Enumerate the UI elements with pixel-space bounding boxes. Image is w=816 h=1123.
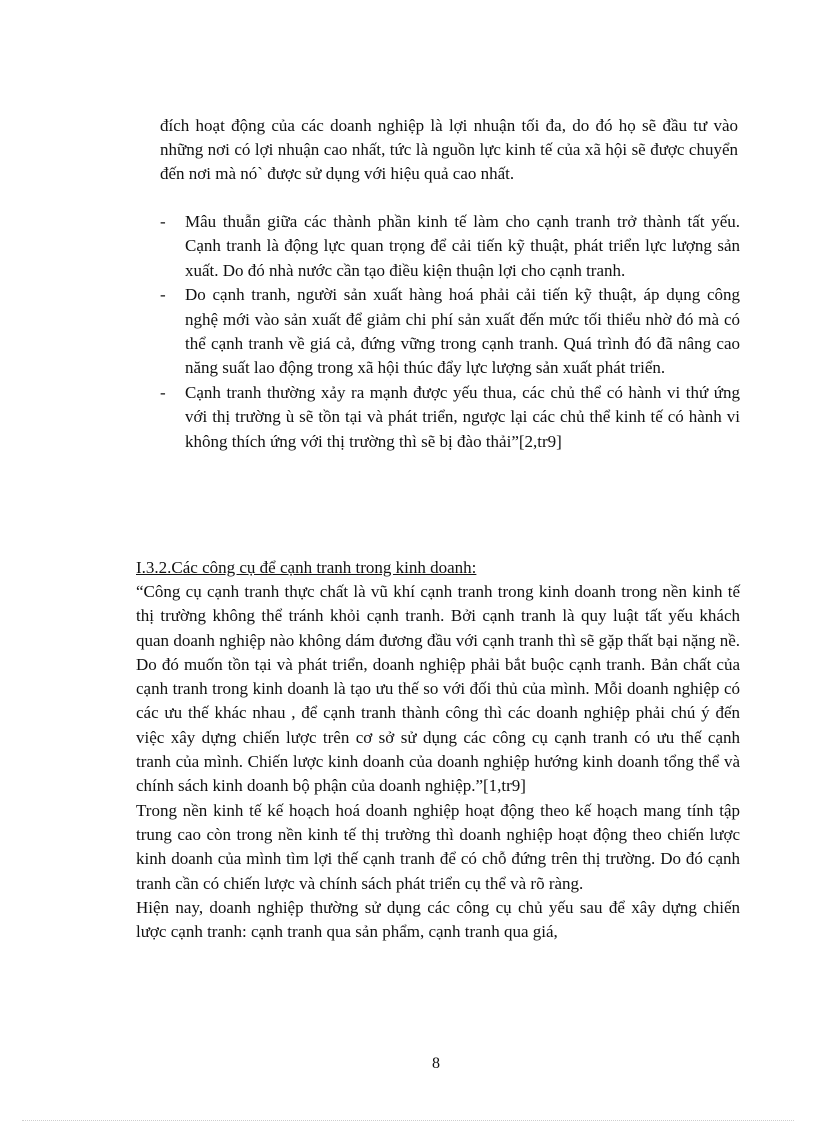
bullet-item	[160, 210, 740, 283]
bullet-dash: -	[160, 212, 166, 231]
page-bottom-border	[22, 1120, 794, 1121]
body-paragraph: Hiện nay, doanh nghiệp thường sử dụng các công cụ chủ yếu sau để xây dựng chiến lược cạnh tranh: cạnh tranh qua sản phẩm, cạnh tranh qua giá,	[136, 897, 740, 942]
bullet-dash: -	[160, 382, 166, 402]
bullet-text: Mâu thuẫn giữa các thành phần kinh tế làm cho cạnh tranh trở thành tất yếu. Cạnh tranh là động lực quan trọng để cải tiến kỹ thuật, phát triển lực lượng sản xuất. Do đó nhà nước cần tạo điều kiện thuận lợi cho cạnh tranh.	[185, 212, 740, 280]
body-paragraph: Trong nền kinh tế kế hoạch hoá doanh nghiệp hoạt động theo kế hoạch mang tính tập trung cao còn trong nền kinh tế thị trường thì doanh nghiệp hoạt động theo chiến lược kinh doanh của mình tìm lợi thế cạnh tranh để có chỗ đứng trên thị trường. Do đó cạnh tranh cần có chiến lược và chính sách phát triển cụ thể và rõ ràng.	[136, 800, 740, 893]
bullet-text: Do cạnh tranh, người sản xuất hàng hoá phải cải tiến kỹ thuật, áp dụng công nghệ mới vào sản xuất để giảm chi phí sản xuất đến mức tối thiểu nhờ đó mà có thể cạnh tranh về giá cả, đứng vững trong cạnh tranh. Quá trình đó đã nâng cao năng suất lao động trong xã hội thúc đẩy lực lượng sản xuất phát triển.	[185, 285, 740, 378]
page-number: 8	[432, 1055, 440, 1072]
section-body	[136, 580, 740, 944]
bullet-dash: -	[160, 285, 166, 305]
bullet-text: Cạnh tranh thường xảy ra mạnh được yếu thua, các chủ thể có hành vi thứ ứng với thị trường ù sẽ tồn tại và phát triển, ngược lại các chủ thể kinh tế có hành vi không thích ứng với thị trường thì sẽ bị đào thải”[2,tr9]	[185, 382, 740, 451]
intro-paragraph: đích hoạt động của các doanh nghiệp là lợi nhuận tối đa, do đó họ sẽ đầu tư vào những nơi có lợi nhuận cao nhất, tức là nguồn lực kinh tế của xã hội sẽ được chuyển đến nơi mà nó` được sử dụng với hiệu quả cao nhất.	[160, 116, 738, 183]
body-paragraph: “Công cụ cạnh tranh thực chất là vũ khí cạnh tranh trong kinh doanh trong nền kinh tế thị trường không thể tránh khỏi cạnh tranh. Bởi cạnh tranh là quy luật tất yếu khách quan doanh nghiệp nào không dám đương đầu với cạnh tranh thì sẽ gặp thất bại nặng nề. Do đó muốn tồn tại và phát triển, doanh nghiệp phải bắt buộc cạnh tranh. Bản chất của cạnh tranh trong kinh doanh là tạo ưu thế so với đối thủ của mình. Mỗi doanh nghiệp có các ưu thế khác nhau , để cạnh tranh thành công thì các doanh nghiệp phải chú ý đến việc xây dựng chiến lược trên cơ sở sử dụng các công cụ cạnh tranh có ưu thế cạnh tranh của mình. Chiến lược kinh doanh của doanh nghiệp hướng kinh doanh tổng thể và chính sách kinh doanh bộ phận của doanh nghiệp.”[1,tr9]	[136, 582, 740, 796]
bullet-list	[160, 210, 740, 454]
bullet-item	[160, 381, 740, 454]
section-heading: I.3.2.Các công cụ để cạnh tranh trong kinh doanh:	[136, 558, 477, 577]
bullet-item	[160, 283, 740, 381]
